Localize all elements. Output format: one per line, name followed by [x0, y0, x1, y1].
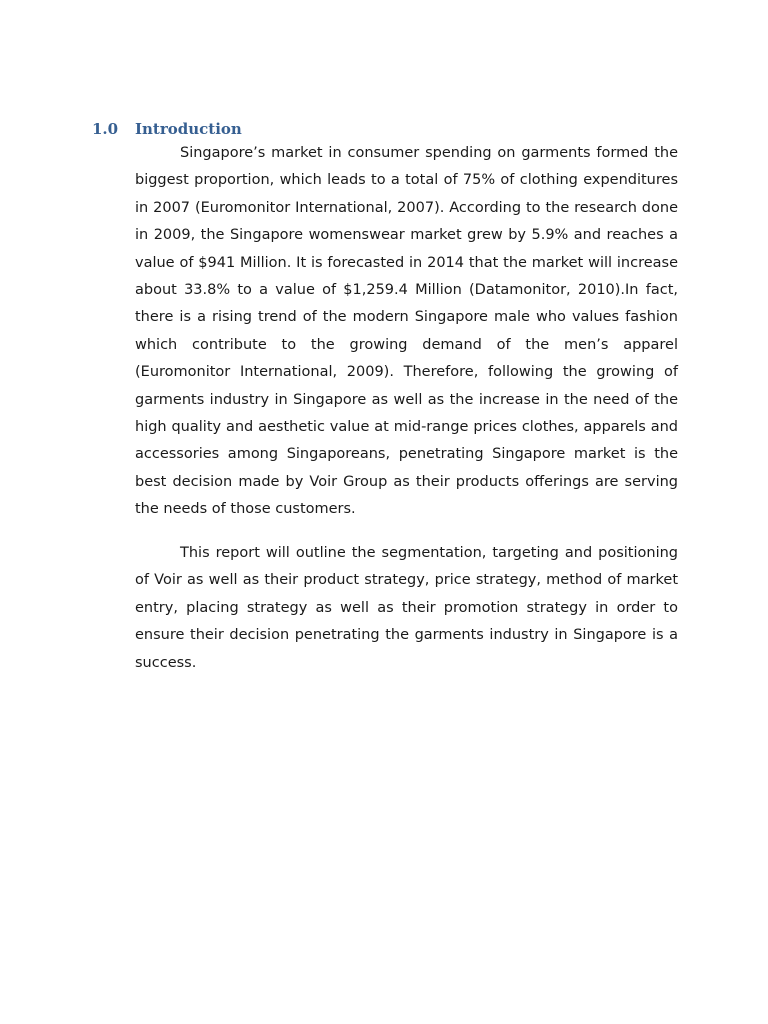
- section-number: 1.0: [92, 120, 119, 138]
- section-heading: [92, 120, 242, 138]
- intro-paragraph-1: Singapore’s market in consumer spending on garments formed the biggest proportion, which leads to a total of 75% of clothing expenditures in 2007 (Euromonitor International, 2007). According to the research done in 2009, the Singapore womenswear market grew by 5.9% and reaches a value of $941 Million. It is forecasted in 2014 that the market will increase about 33.8% to a value of $1,259.4 Million (Datamonitor, 2010).In fact, there is a rising trend of the modern Singapore male who values fashion which contribute to the growing demand of the men’s apparel (Euromonitor International, 2009). Therefore, following the growing of garments industry in Singapore as well as the increase in the need of the high quality and aesthetic value at mid-range prices clothes, apparels and accessories among Singaporeans, penetrating Singapore market is the best decision made by Voir Group as their products offerings are serving the needs of those customers.: [135, 145, 678, 518]
- intro-paragraph-2: This report will outline the segmentation, targeting and positioning of Voir as well as their product strategy, price strategy, method of market entry, placing strategy as well as their promotion strategy in order to ensure their decision penetrating the garments industry in Singapore is a success.: [135, 545, 678, 671]
- section-title: Introduction: [135, 120, 242, 138]
